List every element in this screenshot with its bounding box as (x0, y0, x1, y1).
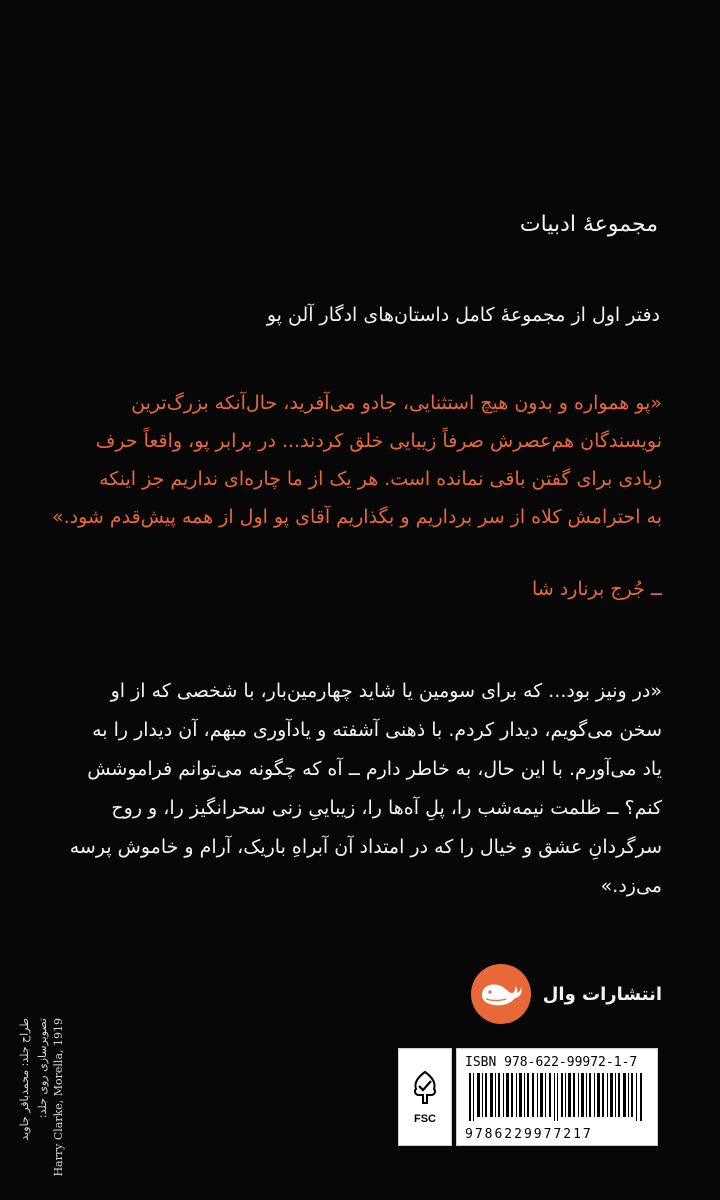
series-title: مجموعهٔ ادبیات (519, 212, 658, 237)
publisher-brand (471, 964, 662, 1024)
praise-quote (50, 384, 662, 536)
quote-author: ــ جُرج برنارد شا (532, 578, 662, 600)
excerpt-line: سخن می‌گویم، دیدار کردم. با ذهنی آشفته و یادآوری مبهم، آن دیدار را به (92, 719, 662, 741)
quote-line: «پو همواره و بدون هیچ استثنایی، جادو می‌آفرید، حال‌آنکه بزرگ‌ترین (131, 392, 662, 414)
quote-line: نویسندگان هم‌عصرش صرفاً زیبایی خلق کردند... در برابر پو، واقعاً حرف (95, 430, 662, 452)
tree-check-icon (408, 1069, 442, 1109)
excerpt-line: سرگردانِ عشق و خیال را که در امتداد آن آبراهِ باریک، آرام و خاموش پرسه (69, 836, 662, 858)
illustration-credit-source: Harry Clarke, Morella, 1919 (52, 1018, 65, 1177)
isbn-number: ISBN 978-622-99972-1-7 (465, 1055, 638, 1070)
fsc-mark (398, 1048, 452, 1146)
fsc-label: FSC (414, 1113, 436, 1125)
excerpt-line: می‌زد.» (600, 875, 662, 897)
publisher-name: انتشارات وال (542, 983, 662, 1005)
whale-icon (471, 964, 531, 1024)
excerpt-line: یاد می‌آورم. با این حال، به خاطر دارم ــ آه که چگونه می‌توانم فراموشش (87, 758, 662, 780)
cover-credits (18, 1018, 66, 1178)
cover-designer-credit: طراح جلد: محمدباقر جاوید (18, 1018, 31, 1141)
excerpt-line: کنم؟ ــ ظلمت نیمه‌شب را، پلِ آه‌ها را، زیباییِ زنی سحرانگیز را، و روح (111, 797, 662, 819)
barcode-digits: 9786229977217 (465, 1127, 593, 1142)
volume-description: دفتر اول از مجموعهٔ کامل داستان‌های ادگار آلن پو (266, 304, 660, 326)
illustration-credit-label: تصویرسازی روی جلد: (36, 1018, 49, 1119)
barcode-bars (467, 1073, 647, 1121)
excerpt-line: «در ونیز بود... که برای سومین یا شاید چهارمین‌بار، با شخصی که از او (110, 680, 662, 702)
quote-line: زیادی برای گفتن باقی نمانده است. هر یک از ما چاره‌ای نداریم جز اینکه (99, 468, 662, 490)
isbn-barcode (456, 1048, 658, 1146)
story-excerpt (50, 672, 662, 906)
quote-line: به احترامش کلاه از سر برداریم و بگذاریم آقای پو اول از همه پیش‌قدم شود.» (51, 506, 662, 528)
